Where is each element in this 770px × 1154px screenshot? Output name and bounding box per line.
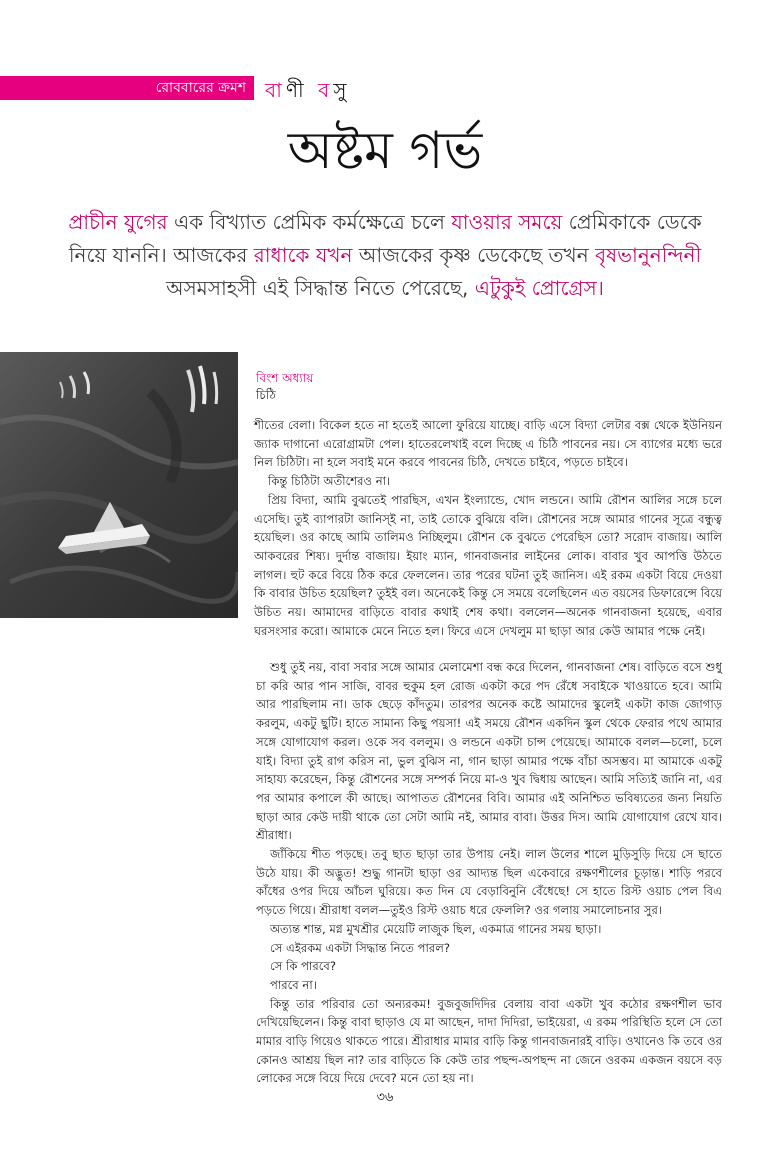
body-paragraph: শুধু তুই নয়, বাবা সবার সঙ্গে আমার মেলামেশা বন্ধ করে দিলেন, গানবাজনা শেষ। বাড়িতে বসে শুধু চা করি আর পান সাজি, বাবর হুকুম হল রোজ একটা করে পদ রেঁধে সবাইকে খাওয়াতে হবে। আমি আর পারছিলাম না। ডাক ছেড়ে কাঁদতুম। তারপর অনেক কষ্টে আমাদের স্কুলেই একটা কাজ জোগাড় করলুম, একটু ছুটি। হাতে সামান্য কিছু পয়সা! এই সময়ে রৌশন একদিন স্কুল থেকে ফেরার পথে আমার সঙ্গে যোগাযোগ করল। ওকে সব বললুম। ও লন্ডনে একটা চান্স পেয়েছে। আমাকে বলল—চলো, চলে যাই। বিদ্যা তুই রাগ করিস না, ভুল বুঝিস না, গান ছাড়া আমার পক্ষে বাঁচা অসম্ভব। মা আমাকে একটু সাহায্য করেছেন, কিন্তু রৌশনের সঙ্গে সম্পর্ক নিয়ে মা-ও খুব দ্বিধায় আছেন। আমি সত্যিই জানি না, এর পর আমার কপালে কী আছে। আপাতত রৌশনের বিবি। আমার এই অনিশ্চিত ভবিষ্যতের জন্য নিয়তি ছাড়া আর কেউ দায়ী থাকে তো সেটা আমি নই, আমার বাবা। উত্তর দিস। আমি যোগাযোগ রেখে যাব। শ্রীরাধা। — [256, 660, 722, 843]
page-number: ৩৬ — [376, 1090, 394, 1105]
body-paragraph: অত্যন্ত শান্ত, মগ্ন মুখশ্রীর মেয়েটি লাজুক ছিল, একমাত্র গানের সময় ছাড়া। — [270, 921, 602, 936]
intro-segment: যাওয়ার সময়ে — [451, 210, 563, 234]
body-paragraph: কিন্তু চিঠিটা অতীশেরও না। — [268, 474, 391, 489]
body-paragraph: পারবে না। — [270, 977, 317, 992]
intro-segment: এটুকুই প্রোগ্রেস। — [474, 276, 604, 300]
author-name-part2: ণী — [285, 78, 319, 102]
paper-boat-illustration — [0, 352, 238, 618]
body-text-column — [254, 416, 722, 640]
intro-segment: এক বিখ্যাত প্রেমিক কর্মক্ষেত্রে চলে — [167, 210, 452, 234]
intro-segment: বৃষভানুনন্দিনী — [595, 243, 702, 267]
paper-boat-image — [0, 352, 238, 618]
intro-segment: রাধাকে যখন — [253, 243, 353, 267]
intro-segment: আজকের কৃষ্ণ ডেকেছে তখন — [352, 243, 595, 267]
body-paragraph: সে এইরকম একটা সিদ্ধান্ত নিতে পারল? — [270, 940, 451, 955]
story-title: অষ্টম গর্ভ — [287, 121, 483, 181]
body-paragraph: কিন্তু তার পরিবার তো অন্যরকম! বুজবুজদিদির বেলায় বাবা একটা খুব কঠোর রক্ষণশীল ভাব দেখিয়েছিলেন। কিন্তু বাবা ছাড়াও যে মা আছেন, দাদা দিদিরা, ভাইয়েরা, এ রকম পরিস্থিতি হলে সে তো মামার বাড়ি গিয়েও থাকতে পারে। শ্রীরাধার মামার বাড়ি কিন্তু গানবাজনারই বাড়ি। ওখানেও কি তবে ওর কোনও আশ্রয় ছিল না? তার বাড়িতে কি কেউ তার পছন্দ-অপছন্দ না জেনে ওরকম একজন বয়সে বড় লোকের সঙ্গে বিয়ে দিয়ে দেবে? মনে তো হয় না। — [256, 996, 722, 1086]
author-name-part1: বা — [265, 78, 286, 102]
intro-segment: অসমসাহসী এই সিদ্ধান্ত নিতে পেরেছে, — [166, 276, 475, 300]
body-paragraph: প্রিয় বিদ্যা, আমি বুঝতেই পারছিস, এখন ইংল্যান্ডে, খোদ লন্ডনে। আমি রৌশন আলির সঙ্গে চলে এসেছি। তুই ব্যাপারটা জানিস্‌ই না, তাই তোকে বুঝিয়ে বলি। রৌশনের সঙ্গে আমার গানের সূত্রে বন্ধুত্ব হয়েছিল। ওর কাছে আমি তালিমও নিচ্ছিলুম। রৌশন কে বুঝতে পেরেছিস তো? সরোদ বাজায়। আলি আকবরের শিষ্য। দুর্দান্ত বাজায়। ইয়াং ম্যান, গানবাজনার লাইনের লোক। বাবার খুব আপত্তি উঠতে লাগল। হুট করে বিয়ে ঠিক করে ফেললেন। তার পরের ঘটনা তুই জানিস। এই রকম একটা বিয়ে দেওয়া কি বাবার উচিত হয়েছিল? তুইই বল। অনেকেই কিন্তু সে সময়ে বলেছিলেন এত বয়সের ডিফারেন্সে বিয়ে উচিত নয়। আমাদের বাড়িতে বাবার কথাই শেষ কথা। বললেন—অনেক গানবাজনা হয়েছে, এবার ঘরসংসার করো। আমাকে মেনে নিতে হল। ফিরে এসে দেখলুম মা ছাড়া আর কেউ আমার পক্ষে নেই। — [254, 492, 722, 638]
body-paragraph: শীতের বেলা। বিকেল হতে না হতেই আলো ফুরিয়ে যাচ্ছে। বাড়ি এসে বিদ্যা লেটার বক্স থেকে ইউনিয়ন জ্যাক দাগানো এরোগ্রামটা পেল। হাতেরলেখাই বলে দিচ্ছে এ চিঠি পাবনের নয়। সে ব্যাগের মধ্যে ভরে নিল চিঠিটা। না হলে সবাই মনে করবে পাবনের চিঠি, দেখতে চাইবে, পড়তে চাইবে। — [254, 418, 722, 470]
author-name — [265, 76, 350, 109]
intro-segment: প্রাচীন যুগের — [68, 210, 168, 234]
intro-standfirst — [50, 206, 720, 305]
series-banner — [0, 76, 254, 100]
body-paragraph: সে কি পারবে? — [270, 959, 337, 974]
body-text-continued — [256, 658, 722, 1088]
body-paragraph: জাঁকিয়ে শীত পড়ছে। তবু ছাত ছাড়া তার উপায় নেই। লাল উলের শালে মুড়িসুড়ি দিয়ে সে ছাতে উঠে যায়। কী অদ্ভুত! শুদ্ধু গানটা ছাড়া ওর আদ্যন্ত ছিল একেবারে রক্ষণশীলের চূড়ান্ত। শাড়ি পরবে কাঁধের ওপর দিয়ে আঁচল ঘুরিয়ে। কত দিন যে বেড়াবিনুনি বেঁধেছে! সে হাতে রিস্ট ওয়াচ পেল বিএ পড়তে গিয়ে। শ্রীরাধা বলল—তুইও রিস্ট ওয়াচ ধরে ফেললি? ওর গলায় সমালোচনার সুর। — [256, 847, 722, 918]
chapter-subheading: চিঠি — [256, 388, 276, 402]
series-label: রোববারের ক্রমশ — [155, 80, 246, 96]
chapter-heading: বিংশ অধ্যায় — [256, 371, 314, 385]
author-name-part4: সু — [333, 78, 351, 102]
intro-segment: প্রেমিকাকে ডেকে নিয়ে যাননি। আজকের — [68, 210, 702, 267]
author-name-part3: ব — [318, 78, 334, 102]
